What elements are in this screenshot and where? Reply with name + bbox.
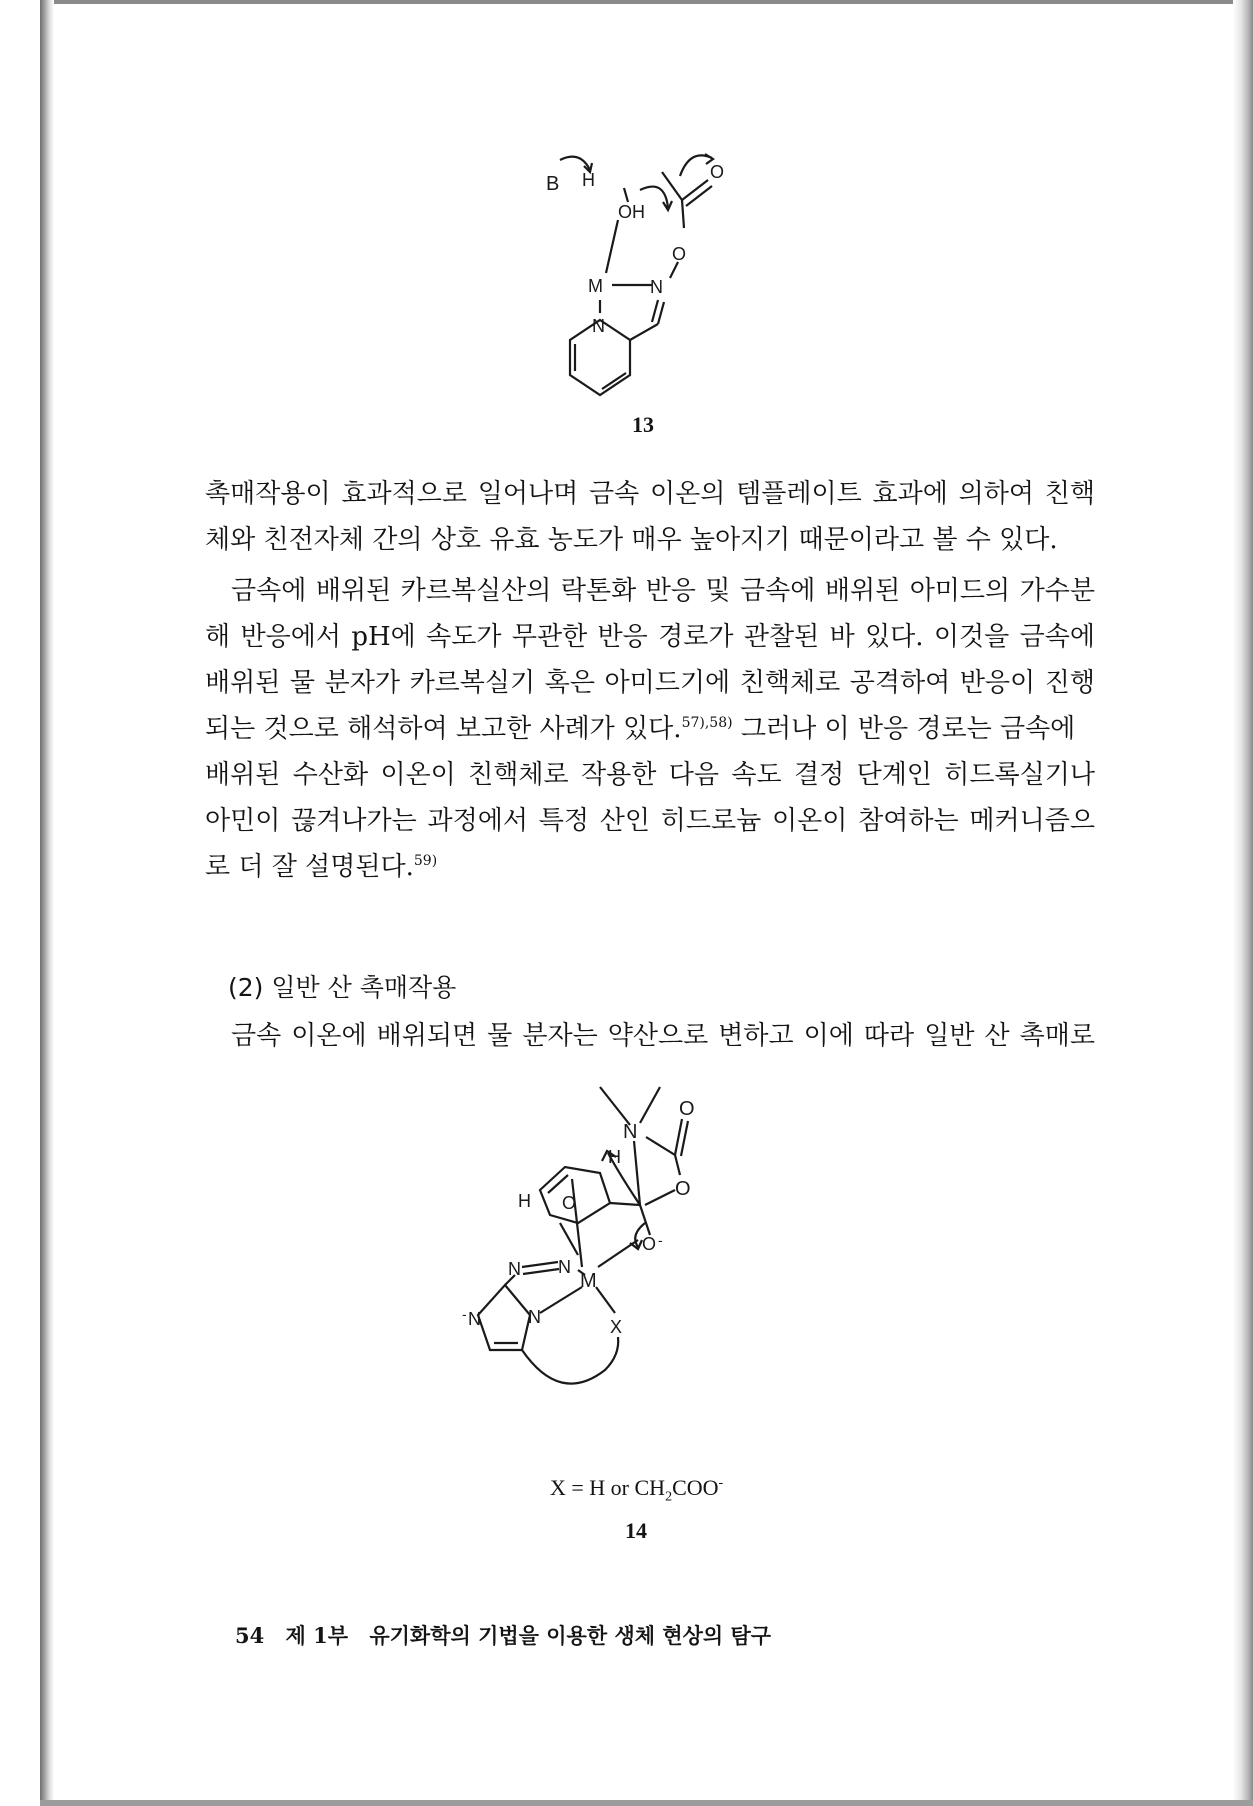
structure-14-drawing [462, 1075, 810, 1475]
paragraph-2-line-2: 해 반응에서 pH에 속도가 무관한 반응 경로가 관찰된 바 있다. 이것을 금속에 [205, 622, 1095, 652]
page-spine-shadow [40, 0, 54, 1806]
page-edge-top [40, 0, 1253, 4]
atom-n-ring: N [528, 1307, 541, 1327]
atom-n-pyridine: N [592, 316, 605, 336]
x-definition [550, 1475, 723, 1505]
atom-o-minus: O [642, 1234, 657, 1254]
paragraph-2-line-4-b: 그러나 이 반응 경로는 금속에 [740, 714, 1076, 744]
paragraph-1 [205, 471, 1095, 563]
paragraph-2-line-7-text: 로 더 잘 설명된다. [205, 852, 414, 882]
atom-m: M [580, 1270, 597, 1292]
compound-number-13: 13 [632, 412, 654, 437]
chemical-structure-14 [462, 1075, 810, 1505]
atom-oh: OH [618, 202, 645, 222]
structure-13-drawing [540, 150, 760, 440]
citation-57-58: 57),58) [681, 715, 733, 731]
page-number: 54 [235, 1623, 265, 1648]
atom-o-carbonyl: O [679, 1098, 695, 1120]
charge-o-minus: - [658, 1232, 663, 1248]
x-def-charge: - [718, 1475, 724, 1491]
page-footer [235, 1620, 785, 1650]
atom-n-azo-1: N [508, 1259, 521, 1279]
paragraph-2-line-1: 금속에 배위된 카르복실산의 락톤화 반응 및 금속에 배위된 아미드의 가수분 [231, 576, 1095, 606]
atom-h-left: H [518, 1191, 531, 1211]
page-edge-bottom [40, 1800, 1253, 1806]
paragraph-2-line-6: 아민이 끊겨나가는 과정에서 특정 산인 히드로늄 이온이 참여하는 메커니즘으 [205, 806, 1095, 836]
paragraph-2 [205, 568, 1095, 890]
atom-n-top: N [623, 1121, 638, 1143]
atom-m: M [588, 276, 603, 296]
paragraph-2-line-4 [205, 706, 1095, 752]
citation-59: 59) [413, 853, 438, 869]
paragraph-2-line-3: 배위된 물 분자가 카르복실기 혹은 아미드기에 친핵체로 공격하여 반응이 진행 [205, 668, 1095, 698]
paragraph-1-line-2: 체와 친전자체 간의 상호 유효 농도가 매우 높아지기 때문이라고 볼 수 있다. [205, 525, 1058, 555]
chemical-structure-13 [540, 150, 760, 440]
x-def-text: X = H or CH [550, 1475, 666, 1500]
atom-o-carbonyl: O [710, 162, 725, 182]
atom-n-azo-2: N [558, 1257, 571, 1277]
atom-b: B [546, 173, 560, 195]
x-def-coo: COO [672, 1475, 719, 1500]
atom-h: H [582, 170, 595, 190]
atom-n-imine: N [650, 277, 663, 297]
compound-number-14: 14 [625, 1518, 647, 1543]
paragraph-2-line-7 [205, 844, 1095, 890]
section-heading: (2) 일반 산 촉매작용 [228, 973, 457, 1002]
atom-o-ring: O [675, 1178, 691, 1200]
paragraph-2-line-4-a: 되는 것으로 해석하여 보고한 사례가 있다. [205, 714, 682, 744]
atom-n-minus: N [468, 1309, 481, 1329]
paragraph-2-line-5: 배위된 수산화 이온이 친핵체로 작용한 다음 속도 결정 단계인 히드록실기나 [205, 760, 1095, 790]
part-label: 제 1부 [285, 1623, 349, 1648]
part-title: 유기화학의 기법을 이용한 생체 현상의 탐구 [369, 1623, 772, 1648]
atom-x: X [610, 1317, 623, 1337]
x-def-subscript: 2 [665, 1489, 673, 1505]
atom-h-top: H [608, 1147, 621, 1167]
page-edge-right [1233, 0, 1253, 1806]
atom-o-furan: O [562, 1193, 577, 1213]
paragraph-3-line-1: 금속 이온에 배위되면 물 분자는 약산으로 변하고 이에 따라 일반 산 촉매로 [231, 1021, 1095, 1051]
imidazole-ring [478, 1285, 530, 1350]
paragraph-1-line-1: 촉매작용이 효과적으로 일어나며 금속 이온의 템플레이트 효과에 의하여 친핵 [205, 479, 1095, 509]
paragraph-3 [205, 1013, 1095, 1059]
charge-n-minus: - [462, 1306, 467, 1322]
atom-o-ester: O [672, 244, 687, 264]
